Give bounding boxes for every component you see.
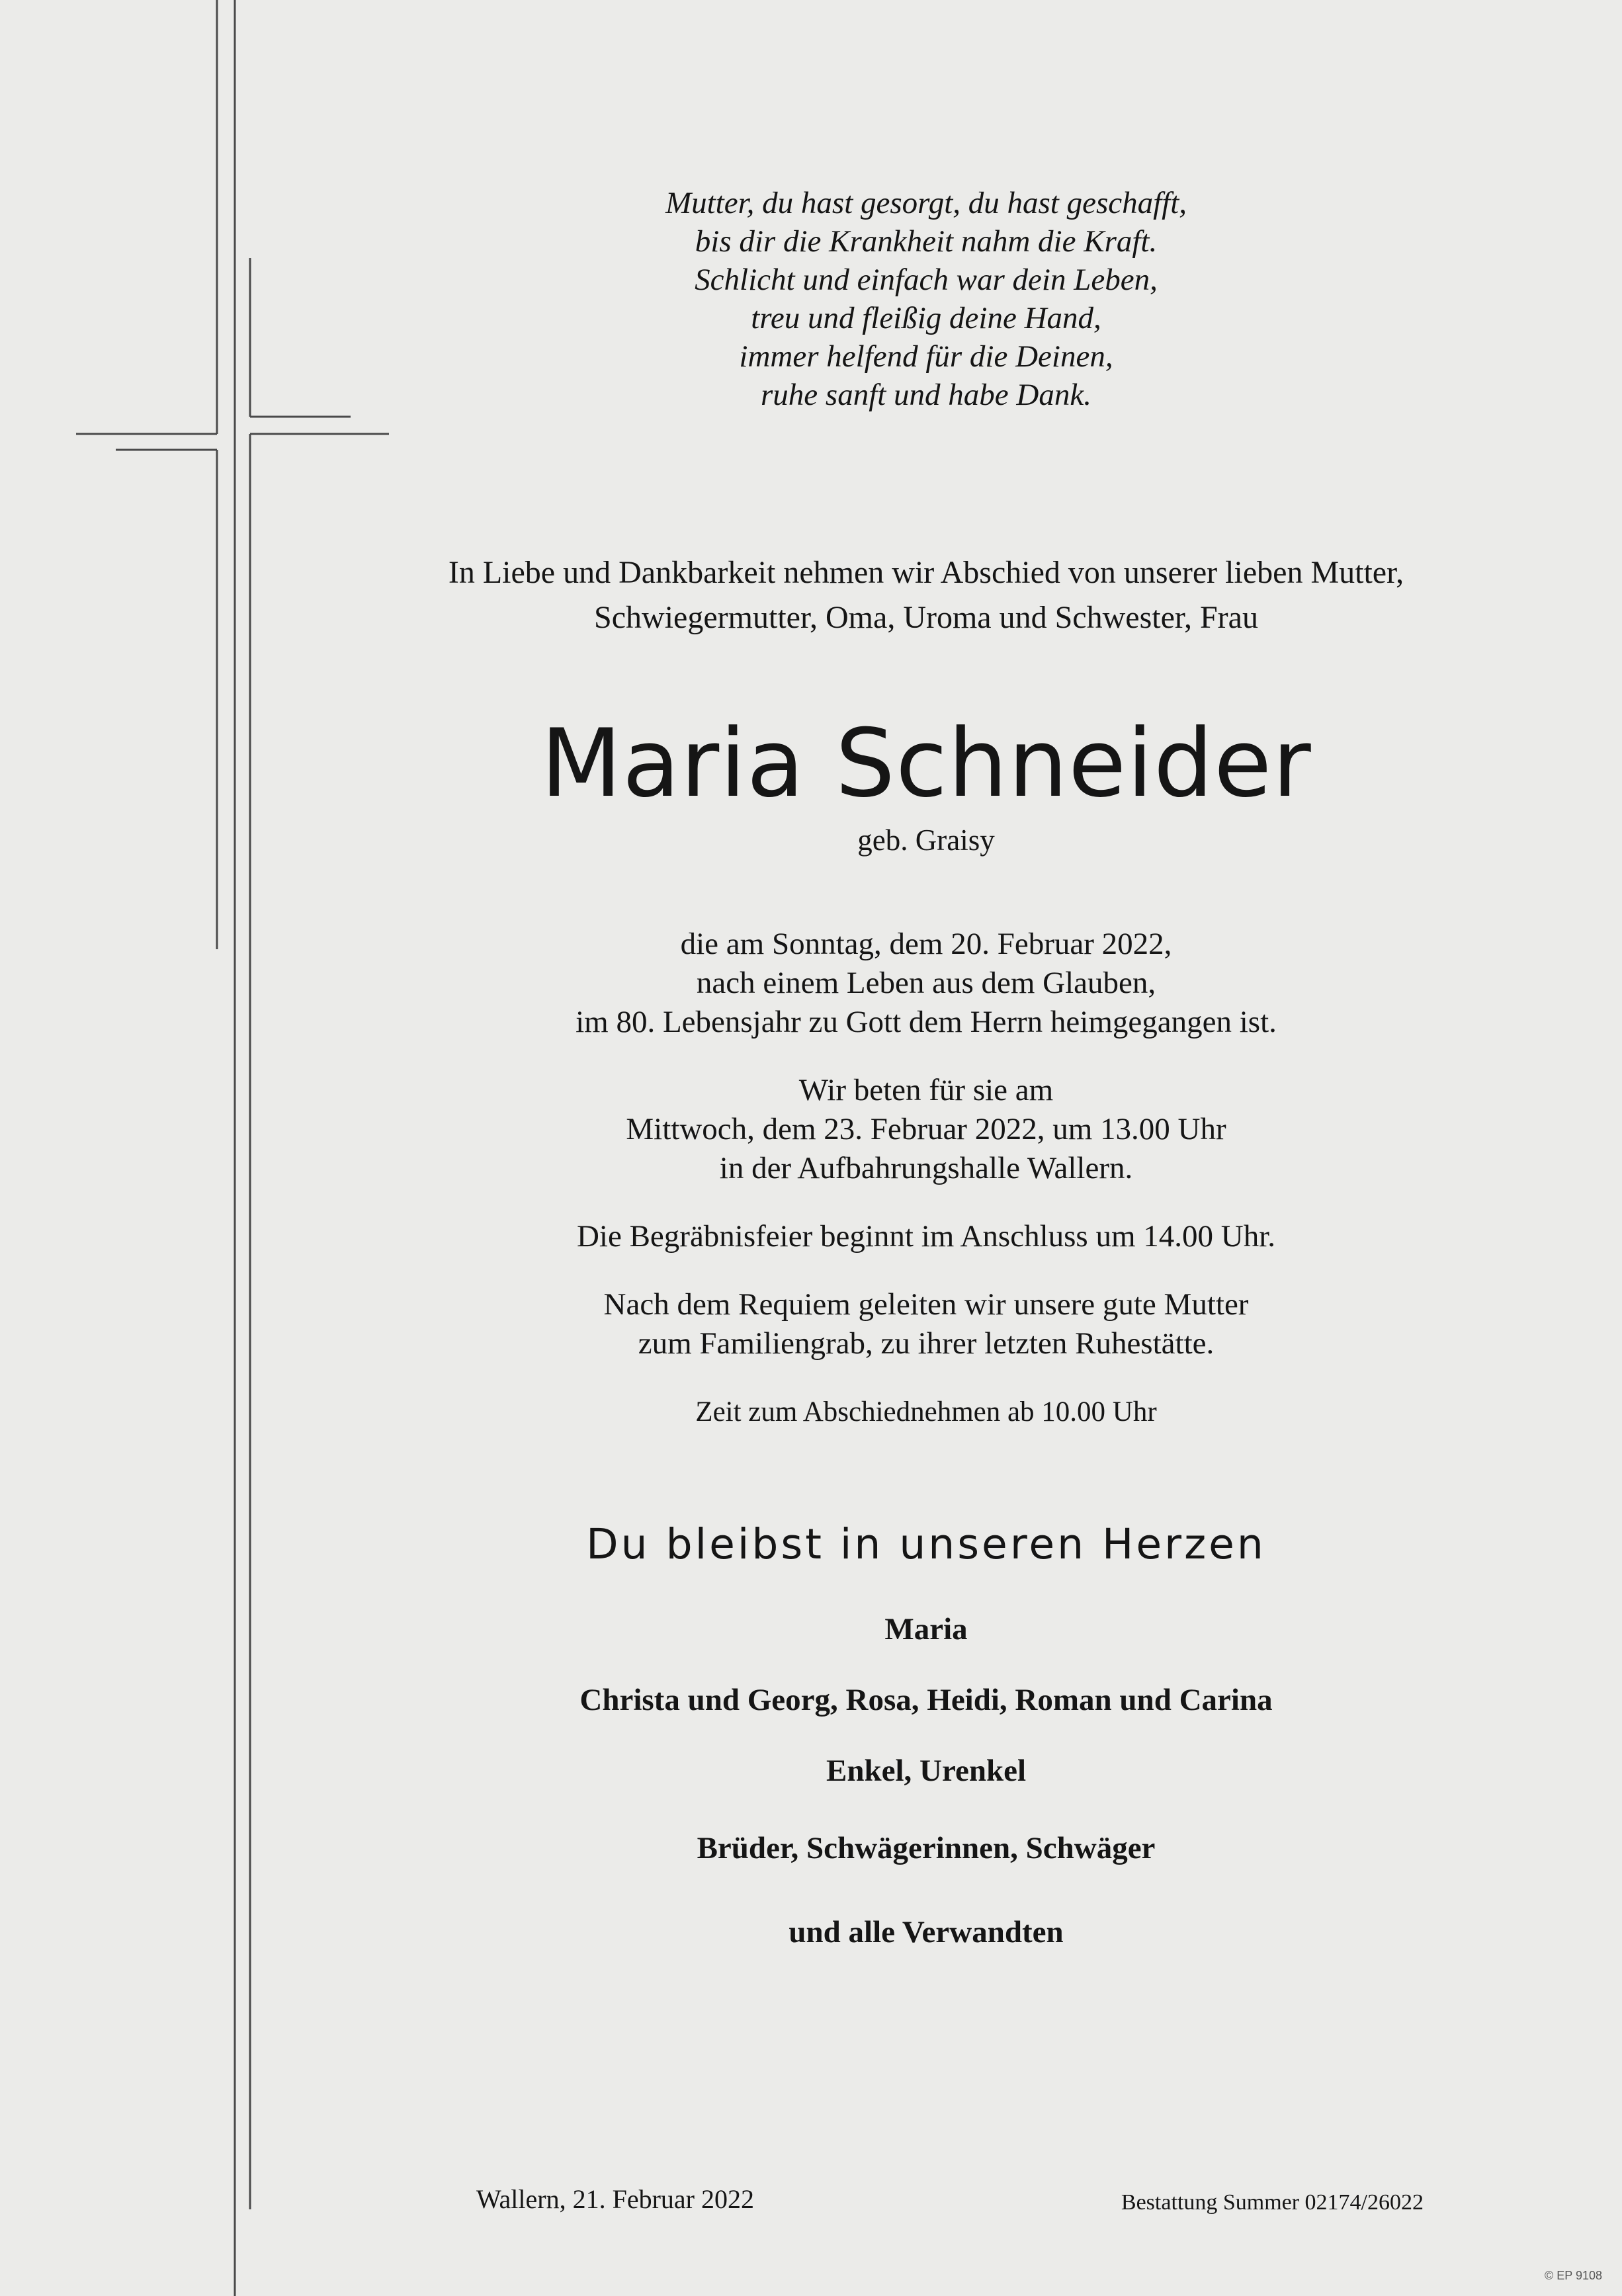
death-info-line: die am Sonntag, dem 20. Februar 2022, (680, 927, 1172, 961)
prayer-info-line: Wir beten für sie am (798, 1073, 1054, 1107)
family-list (384, 1609, 1469, 1953)
death-info-line: nach einem Leben aus dem Glauben, (696, 966, 1156, 1000)
intro-line: Schwiegermutter, Oma, Uroma und Schwester, Frau (594, 600, 1258, 635)
family-member: Brüder, Schwägerinnen, Schwäger (697, 1831, 1156, 1865)
family-member: Enkel, Urenkel (826, 1754, 1027, 1788)
death-info-line: im 80. Lebensjahr zu Gott dem Herrn heimgegangen ist. (576, 1005, 1277, 1039)
poem-line: Mutter, du hast gesorgt, du hast geschafft, (665, 186, 1187, 220)
poem-line: bis dir die Krankheit nahm die Kraft. (695, 224, 1158, 259)
poem-line: ruhe sanft und habe Dank. (761, 378, 1091, 412)
funeral-info: Die Begräbnisfeier beginnt im Anschluss um 14.00 Uhr. (576, 1219, 1276, 1254)
poem (384, 184, 1469, 414)
burial-info-line: Nach dem Requiem geleiten wir unsere gute Mutter (603, 1287, 1249, 1322)
poem-line: Schlicht und einfach war dein Leben, (695, 263, 1158, 297)
burial-info (384, 1285, 1469, 1363)
family-member: Maria (884, 1612, 968, 1646)
place-date: Wallern, 21. Februar 2022 (476, 2184, 754, 2214)
prayer-info-line: Mittwoch, dem 23. Februar 2022, um 13.00 Uhr (626, 1112, 1226, 1146)
prayer-info (384, 1071, 1469, 1188)
intro-text (384, 550, 1469, 640)
family-member: Christa und Georg, Rosa, Heidi, Roman und Carina (579, 1683, 1273, 1717)
death-info (384, 925, 1469, 1042)
deceased-name: Maria Schneider (540, 709, 1312, 818)
motto: Du bleibst in unseren Herzen (586, 1520, 1266, 1568)
announcement-details (384, 925, 1469, 1461)
poem-line: treu und fleißig deine Hand, (751, 301, 1101, 335)
intro-line: In Liebe und Dankbarkeit nehmen wir Abschied von unserer lieben Mutter, (448, 555, 1404, 590)
family-member: und alle Verwandten (789, 1915, 1064, 1949)
farewell-time: Zeit zum Abschiednehmen ab 10.00 Uhr (695, 1396, 1157, 1427)
birth-name: geb. Graisy (857, 824, 995, 857)
prayer-info-line: in der Aufbahrungshalle Wallern. (719, 1151, 1133, 1185)
burial-info-line: zum Familiengrab, zu ihrer letzten Ruhestätte. (638, 1326, 1215, 1361)
poem-line: immer helfend für die Deinen, (739, 339, 1113, 374)
copyright-note: © EP 9108 (1545, 2269, 1602, 2282)
undertaker-info: Bestattung Summer 02174/26022 (1121, 2190, 1424, 2215)
